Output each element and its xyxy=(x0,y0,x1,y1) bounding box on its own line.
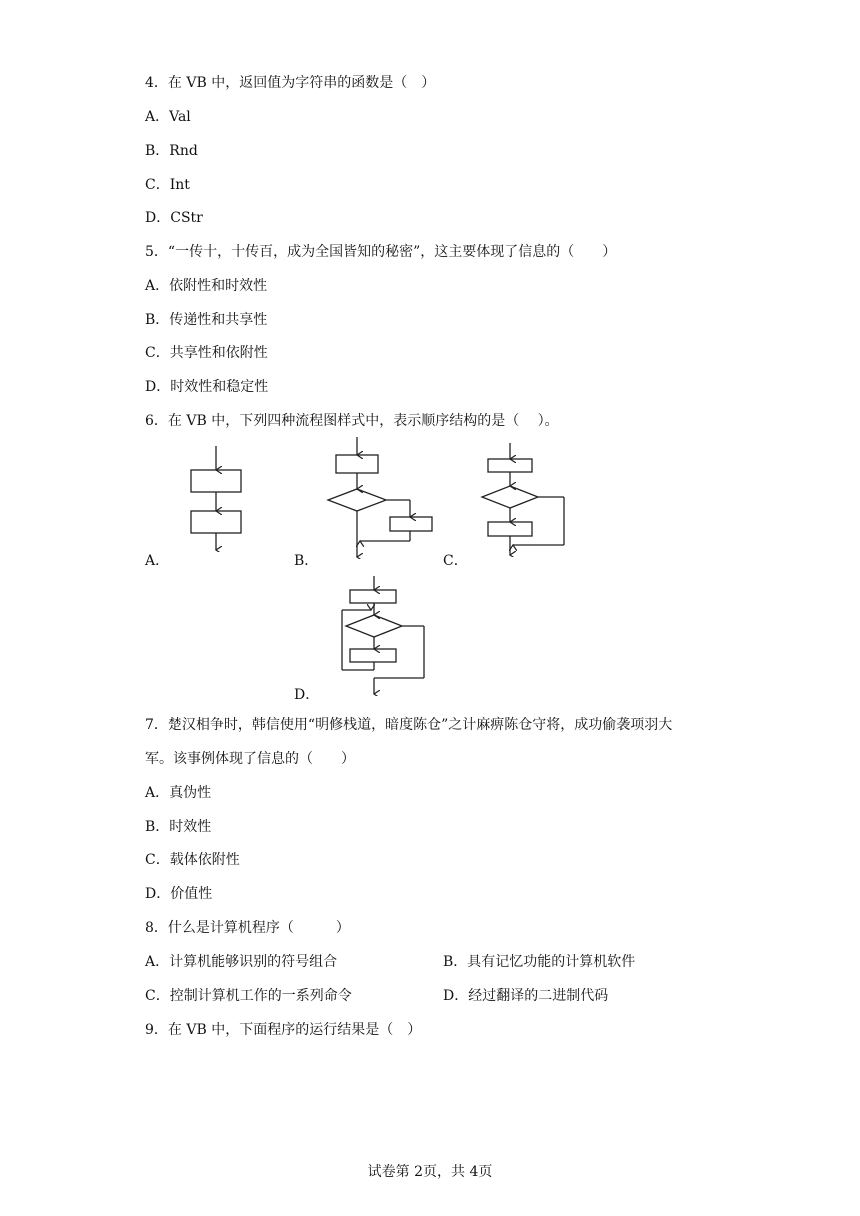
question-5-stem xyxy=(145,243,616,261)
option-text: 依附性和时效性 xyxy=(169,278,268,294)
option-text: Rnd xyxy=(169,143,198,159)
option-text: CStr xyxy=(170,210,203,226)
page-footer: 试卷第 2页，共 4页 xyxy=(367,1164,493,1180)
option-text: 价值性 xyxy=(170,886,213,902)
question-5-option-d[interactable] xyxy=(145,378,268,396)
option-label: C． xyxy=(145,988,170,1004)
question-7-stem-line2 xyxy=(145,750,355,768)
question-6-stem xyxy=(145,412,559,430)
question-7-option-a[interactable] xyxy=(145,784,211,802)
flowchart-d-loop xyxy=(336,576,428,696)
question-7-stem-line1 xyxy=(145,716,672,734)
question-4-option-d[interactable] xyxy=(145,209,203,227)
question-text: 军。该事例体现了信息的（ ） xyxy=(145,751,355,767)
question-6-option-d[interactable] xyxy=(294,686,319,704)
flowchart-c-loop xyxy=(478,443,570,557)
option-label: B． xyxy=(294,553,319,569)
question-7-option-c[interactable] xyxy=(145,851,240,869)
question-8-option-c[interactable] xyxy=(145,987,352,1005)
option-label: A． xyxy=(145,278,170,294)
option-text: 经过翻译的二进制代码 xyxy=(468,988,609,1004)
option-text: 共享性和依附性 xyxy=(169,345,268,361)
option-label: A． xyxy=(145,785,170,801)
option-text: 真伪性 xyxy=(169,785,212,801)
question-text: 楚汉相争时，韩信使用“明修栈道，暗度陈仓”之计麻痹陈仓守将，成功偷袭项羽大 xyxy=(167,717,673,733)
option-label: C． xyxy=(145,177,170,193)
option-label: B． xyxy=(145,312,170,328)
question-number: 5． xyxy=(145,244,168,260)
question-number: 8． xyxy=(145,920,168,936)
option-text: 时效性 xyxy=(169,819,212,835)
option-text: 载体依附性 xyxy=(169,852,240,868)
question-8-option-b[interactable] xyxy=(443,953,635,971)
option-label: D． xyxy=(294,687,320,703)
question-7-option-b[interactable] xyxy=(145,818,211,836)
question-number: 6． xyxy=(145,413,168,429)
question-6-option-c[interactable] xyxy=(443,552,468,570)
option-text: 计算机能够识别的符号组合 xyxy=(169,954,338,970)
question-8-option-a[interactable] xyxy=(145,953,337,971)
option-label: D． xyxy=(145,886,171,902)
question-number: 4． xyxy=(145,75,168,91)
question-text: 在 VB 中，下列四种流程图样式中，表示顺序结构的是（ ）。 xyxy=(167,413,559,429)
option-text: 控制计算机工作的一系列命令 xyxy=(169,988,352,1004)
option-text: Int xyxy=(169,177,190,193)
question-number: 9． xyxy=(145,1022,168,1038)
option-label: B． xyxy=(443,954,468,970)
option-label: C． xyxy=(145,852,170,868)
question-6-option-a[interactable] xyxy=(145,552,169,570)
question-8-stem xyxy=(145,919,350,937)
option-label: C． xyxy=(145,345,170,361)
option-label: B． xyxy=(145,143,170,159)
option-label: B． xyxy=(145,819,170,835)
question-5-option-b[interactable] xyxy=(145,311,267,329)
question-4-option-a[interactable] xyxy=(145,108,191,126)
question-text: 在 VB 中，下面程序的运行结果是（ ） xyxy=(167,1022,422,1038)
question-text: 在 VB 中，返回值为字符串的函数是（ ） xyxy=(167,75,436,91)
question-text: “一传十，十传百，成为全国皆知的秘密”，这主要体现了信息的（ ） xyxy=(167,244,617,260)
option-text: 时效性和稳定性 xyxy=(170,379,269,395)
option-label: A． xyxy=(145,109,170,125)
option-text: 具有记忆功能的计算机软件 xyxy=(467,954,636,970)
question-8-option-d[interactable] xyxy=(443,987,608,1005)
question-4-option-b[interactable] xyxy=(145,142,198,160)
question-9-stem xyxy=(145,1021,421,1039)
flowchart-b-selection xyxy=(324,437,436,559)
option-label: D． xyxy=(443,988,469,1004)
option-text: 传递性和共享性 xyxy=(169,312,268,328)
option-label: A． xyxy=(145,553,170,569)
question-text: 什么是计算机程序（ ） xyxy=(167,920,350,936)
flowchart-a-sequence xyxy=(186,446,246,552)
option-label: D． xyxy=(145,210,171,226)
question-4-option-c[interactable] xyxy=(145,176,190,194)
question-6-option-b[interactable] xyxy=(294,552,318,570)
question-5-option-c[interactable] xyxy=(145,344,268,362)
question-4-stem xyxy=(145,74,435,92)
option-label: A． xyxy=(145,954,170,970)
question-5-option-a[interactable] xyxy=(145,277,267,295)
option-label: D． xyxy=(145,379,171,395)
option-text: Val xyxy=(169,109,191,125)
question-number: 7． xyxy=(145,717,168,733)
option-label: C． xyxy=(443,553,468,569)
question-7-option-d[interactable] xyxy=(145,885,212,903)
